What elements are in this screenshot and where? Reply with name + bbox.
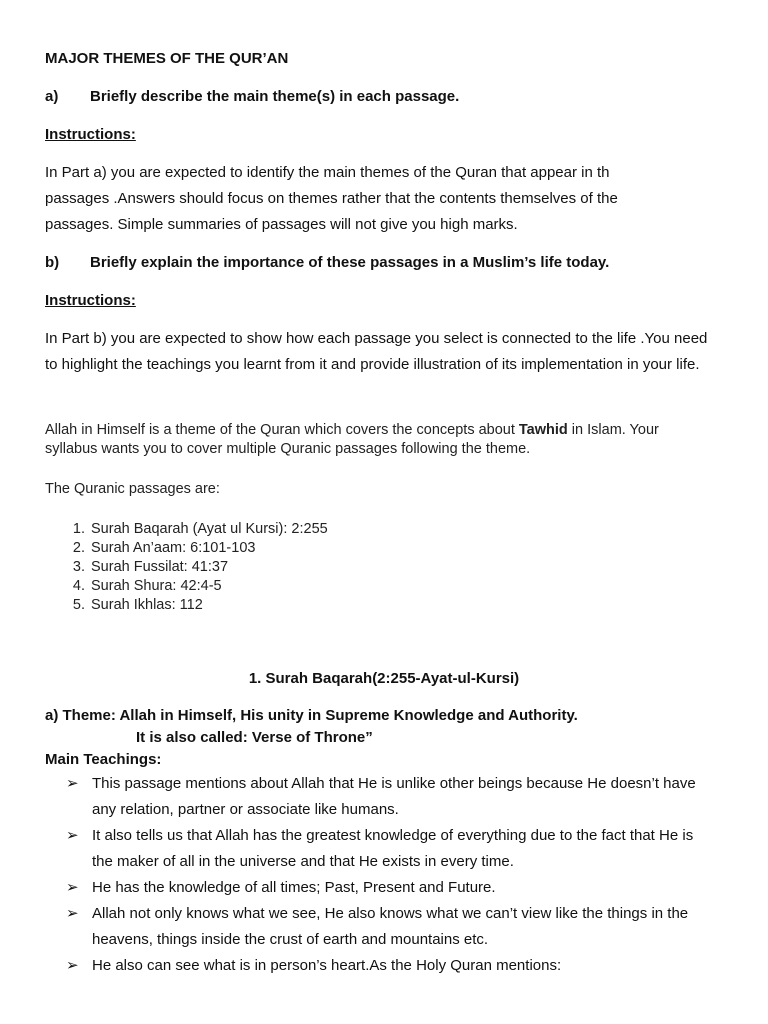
instructions-heading-a: Instructions: [45, 126, 136, 143]
part-b-label: b) [45, 254, 60, 271]
passage-item: 2. Surah An’aam: 6:101-103 [89, 539, 728, 558]
passage-item: 5. Surah Ikhlas: 112 [89, 596, 728, 615]
teaching-item [44, 823, 716, 875]
teaching-item [44, 771, 716, 823]
arrow-bullet-icon: ➢ [66, 879, 79, 896]
arrow-bullet-icon: ➢ [66, 827, 79, 844]
teaching-text: He has the knowledge of all times; Past, Present and Future. [92, 879, 496, 896]
arrow-bullet-icon: ➢ [66, 905, 79, 922]
intro-text-start: Allah in Himself is a theme of the Quran which covers the concepts about [45, 422, 519, 438]
part-a-text: Briefly describe the main theme(s) in each passage. [90, 88, 460, 105]
passage-item: 3. Surah Fussilat: 41:37 [89, 558, 728, 577]
document-title: MAJOR THEMES OF THE QUR’AN [45, 50, 289, 67]
intro-text-end: in Islam. Your syllabus wants you to cover multiple Quranic passages following the theme. [45, 422, 659, 457]
passages-lead: The Quranic passages are: [45, 481, 220, 497]
part-a-label: a) [45, 88, 59, 105]
arrow-bullet-icon: ➢ [66, 957, 79, 974]
part-a-question [45, 84, 728, 110]
arrow-bullet-icon: ➢ [66, 775, 79, 792]
passage-item: 1. Surah Baqarah (Ayat ul Kursi): 2:255 [89, 520, 728, 539]
teaching-text: It also tells us that Allah has the greatest knowledge of everything due to the fact that He is the maker of all in the universe and that He exists in every time. [92, 827, 694, 870]
theme-line: a) Theme: Allah in Himself, His unity in Supreme Knowledge and Authority. [45, 707, 578, 724]
teaching-text: This passage mentions about Allah that He is unlike other beings because He doesn’t have any relation, partner or associate like humans. [92, 775, 696, 818]
instructions-a-paragraph: In Part a) you are expected to identify the main themes of the Quran that appear in th passages .Answers should focus on themes rather that the contents themselves of the passages. Simple summaries of passages will not give you high marks. [45, 164, 618, 233]
theme-line-2: It is also called: Verse of Throne” [136, 729, 373, 746]
instructions-b-paragraph: In Part b) you are expected to show how each passage you select is connected to the life .You need to highlight the teachings you learnt from it and provide illustration of its implementation in your life. [45, 330, 708, 373]
intro-paragraph [45, 421, 698, 459]
teachings-list [44, 771, 716, 979]
passages-list [45, 520, 728, 615]
part-b-text: Briefly explain the importance of these passages in a Muslim’s life today. [90, 254, 610, 271]
teaching-text: He also can see what is in person’s heart.As the Holy Quran mentions: [92, 957, 562, 974]
main-teachings-label: Main Teachings: [45, 751, 162, 768]
part-b-question [45, 250, 728, 276]
instructions-heading-b: Instructions: [45, 292, 136, 309]
section-heading: 1. Surah Baqarah(2:255-Ayat-ul-Kursi) [248, 670, 520, 687]
teaching-item [44, 875, 716, 901]
passage-item: 4. Surah Shura: 42:4-5 [89, 577, 728, 596]
tawhid-keyword: Tawhid [518, 422, 568, 438]
teaching-item [44, 901, 716, 953]
teaching-item [44, 953, 716, 979]
teaching-text: Allah not only knows what we see, He also knows what we can’t view like the things in the heavens, things inside the crust of earth and mountains etc. [92, 905, 689, 948]
